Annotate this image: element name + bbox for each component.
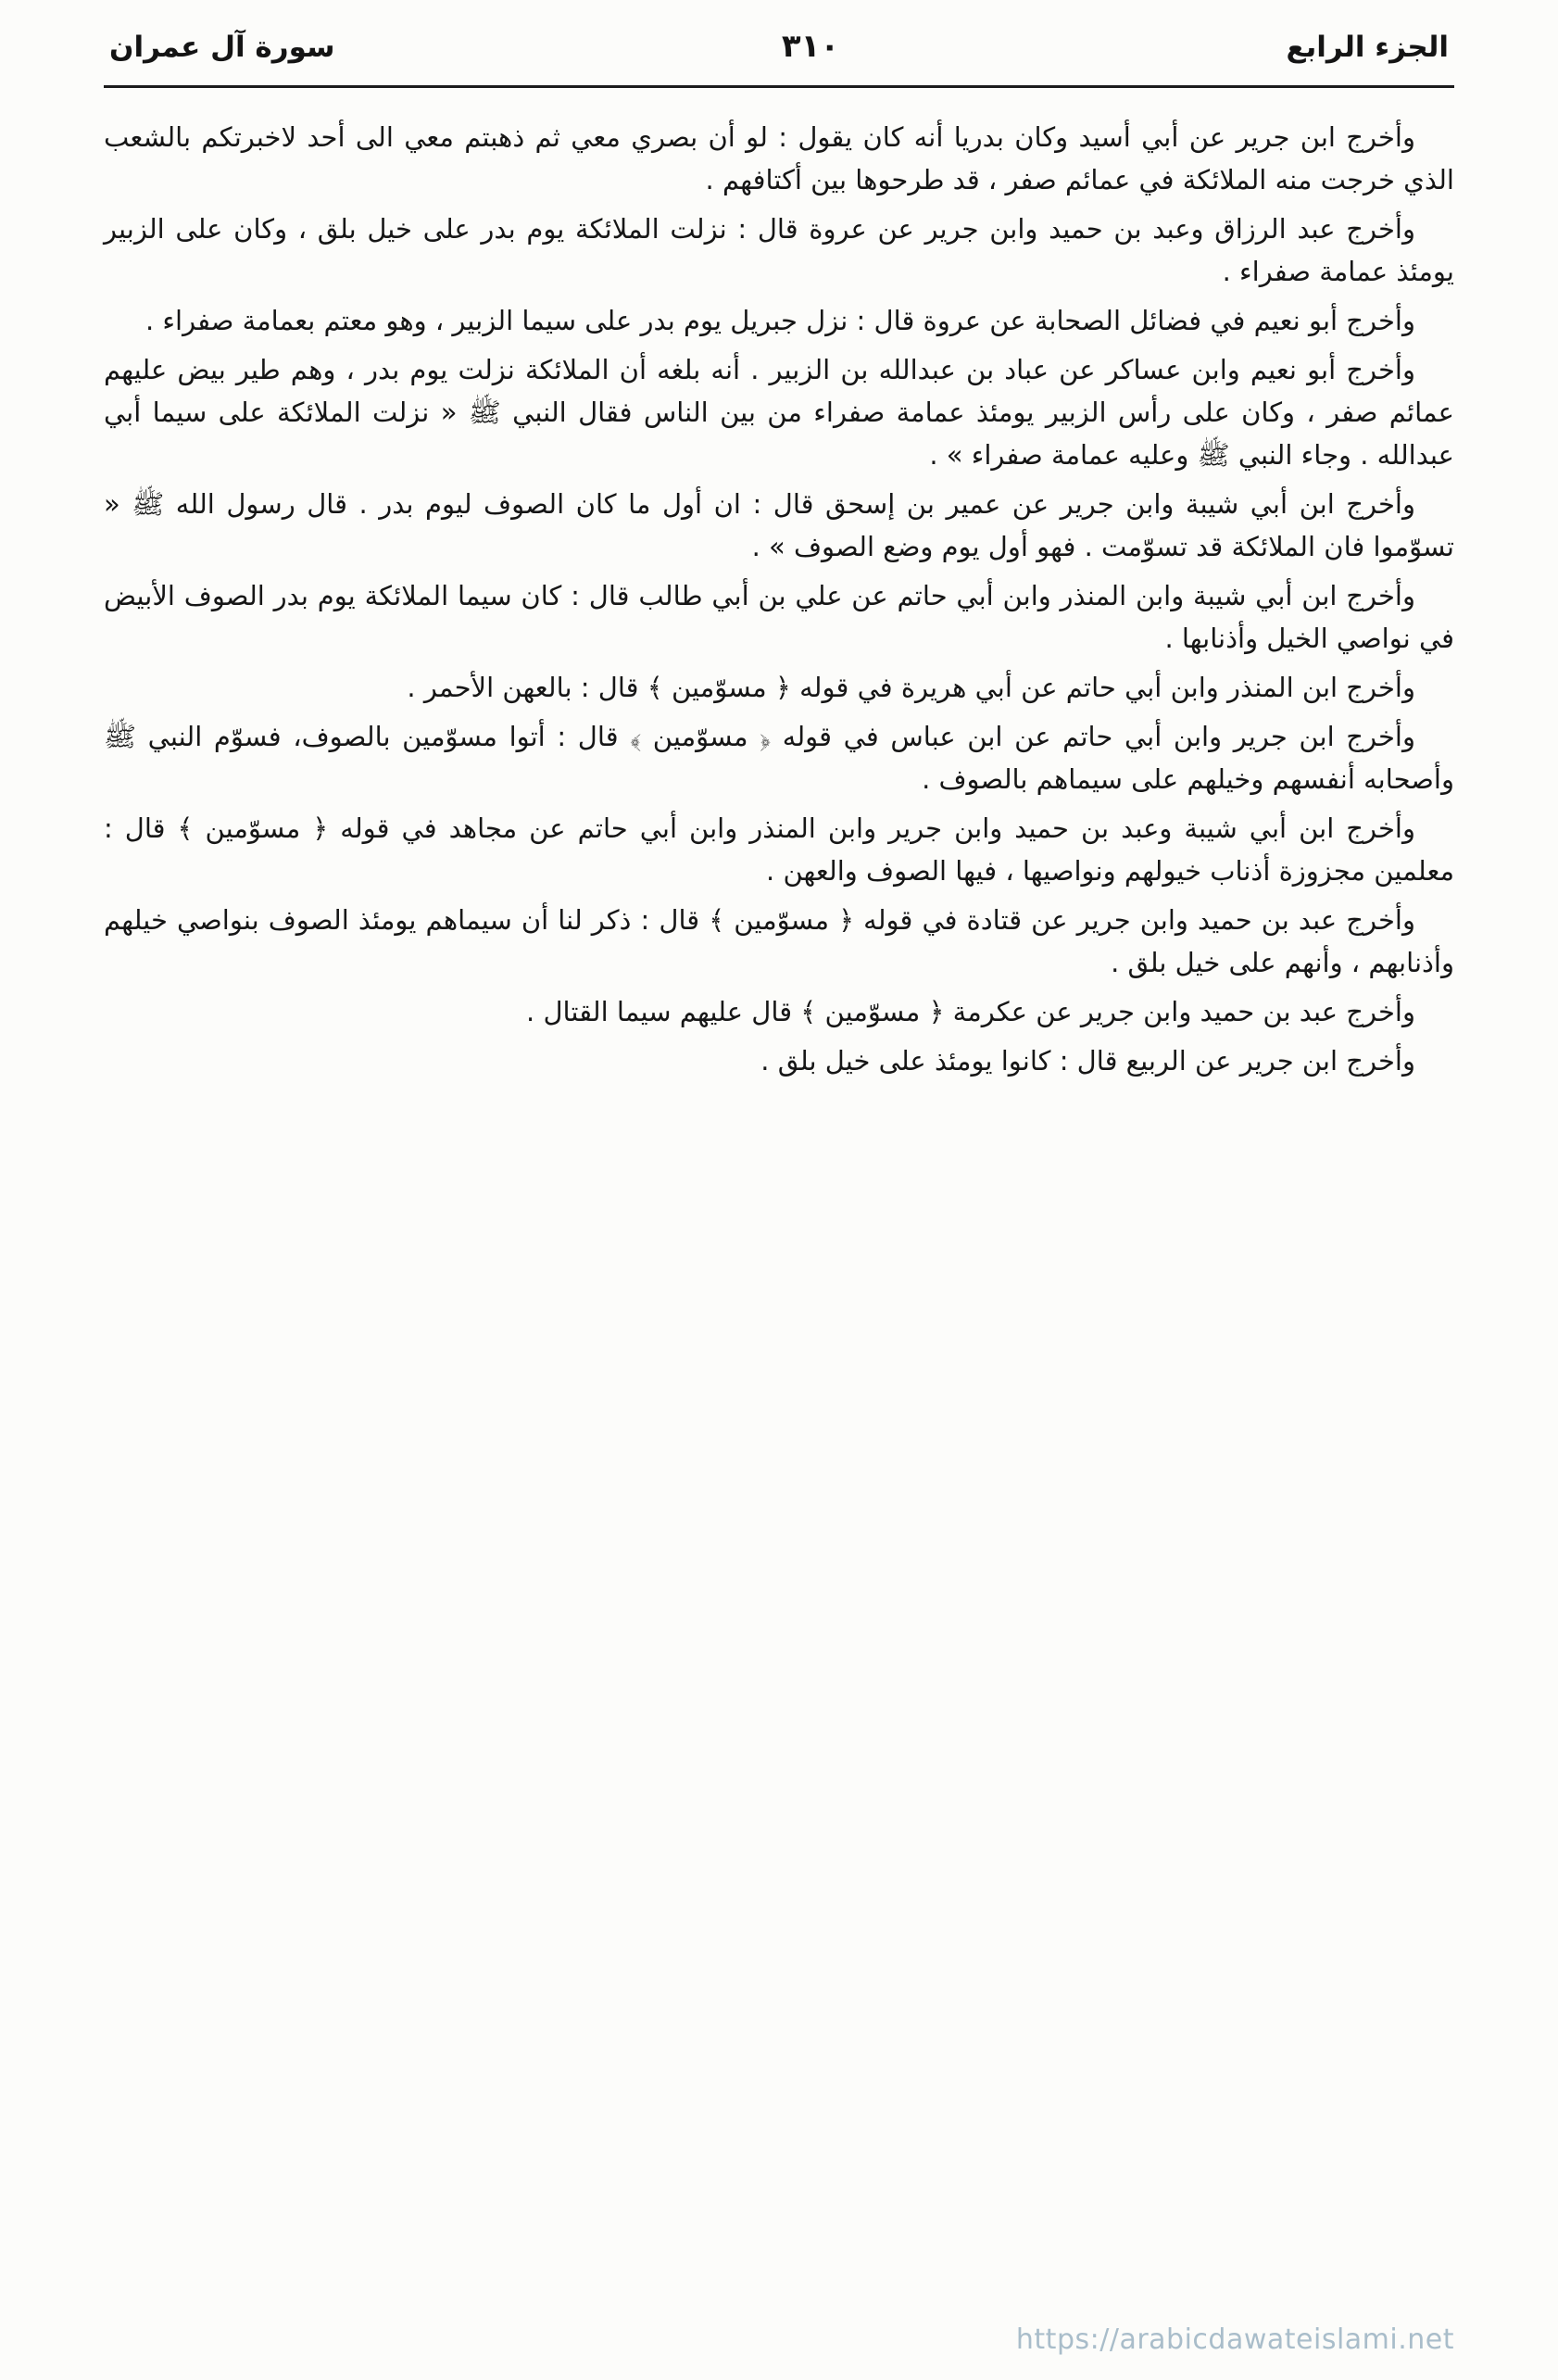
paragraph: وأخرج ابن أبي شيبة وابن جرير عن عمير بن إسحق قال : ان أول ما كان الصوف ليوم بدر . قال رسول الله ﷺ « تسوّموا فان الملائكة قد تسوّمت . فهو أول يوم وضع الصوف » . — [104, 488, 1454, 562]
paragraph: وأخرج أبو نعيم في فضائل الصحابة عن عروة قال : نزل جبريل يوم بدر على سيما الزبير ، وهو معتم بعمامة صفراء . — [144, 305, 1415, 336]
paragraph: وأخرج ابن جرير عن الربيع قال : كانوا يومئذ على خيل بلق . — [760, 1045, 1415, 1077]
paragraph: وأخرج عبد بن حميد وابن جرير عن قتادة في قوله ﴿ مسوّمين ﴾ قال : ذكر لنا أن سيماهم يومئذ الصوف بنواصي خيلهم وأذنابهم ، وأنهم على خيل بلق . — [104, 904, 1454, 978]
page-header — [104, 24, 1454, 65]
paragraph: وأخرج ابن المنذر وابن أبي حاتم عن أبي هريرة في قوله ﴿ مسوّمين ﴾ قال : بالعهن الأحمر . — [407, 672, 1415, 703]
paragraph: وأخرج أبو نعيم وابن عساكر عن عباد بن عبدالله بن الزبير . أنه بلغه أن الملائكة نزلت يوم بدر ، وهم طير بيض عليهم عمائم صفر ، وكان على رأس الزبير يومئذ عمامة صفراء من بين الناس فقال النبي ﷺ « نزلت الملائكة على سيما أبي عبدالله . وجاء النبي ﷺ وعليه عمامة صفراء » . — [104, 354, 1454, 471]
paragraph: وأخرج ابن أبي شيبة وابن المنذر وابن أبي حاتم عن علي بن أبي طالب قال : كان سيما الملائكة يوم بدر الصوف الأبيض في نواصي الخيل وأذنابها . — [104, 580, 1454, 654]
paragraph: وأخرج ابن جرير عن أبي أسيد وكان بدريا أنه كان يقول : لو أن بصري معي ثم ذهبتم معي الى أحد لاخبرتكم بالشعب الذي خرجت منه الملائكة في عمائم صفر ، قد طرحوها بين أكتافهم . — [104, 121, 1454, 195]
paragraph: وأخرج ابن جرير وابن أبي حاتم عن ابن عباس في قوله ﴿ مسوّمين ﴾ قال : أتوا مسوّمين بالصوف، فسوّم النبي ﷺ وأصحابه أنفسهم وخيلهم على سيماهم بالصوف . — [104, 721, 1454, 795]
paragraph: وأخرج ابن أبي شيبة وعبد بن حميد وابن جرير وابن المنذر وابن أبي حاتم عن مجاهد في قوله ﴿ مسوّمين ﴾ قال : معلمين مجزوزة أذناب خيولهم ونواصيها ، فيها الصوف والعهن . — [104, 812, 1454, 887]
part-title: الجزء الرابع — [1286, 31, 1449, 64]
header-rule — [104, 85, 1454, 88]
page-number: ٣١٠ — [781, 28, 840, 65]
paragraph: وأخرج عبد الرزاق وعبد بن حميد وابن جرير عن عروة قال : نزلت الملائكة يوم بدر على خيل بلق ، وكان على الزبير يومئذ عمامة صفراء . — [104, 213, 1454, 287]
watermark-url: https://arabicdawateislami.net — [1015, 2323, 1454, 2356]
body-text — [104, 116, 1454, 1082]
surah-title: سورة آل عمران — [109, 31, 335, 64]
paragraph: وأخرج عبد بن حميد وابن جرير عن عكرمة ﴿ مسوّمين ﴾ قال عليهم سيما القتال . — [526, 996, 1415, 1027]
